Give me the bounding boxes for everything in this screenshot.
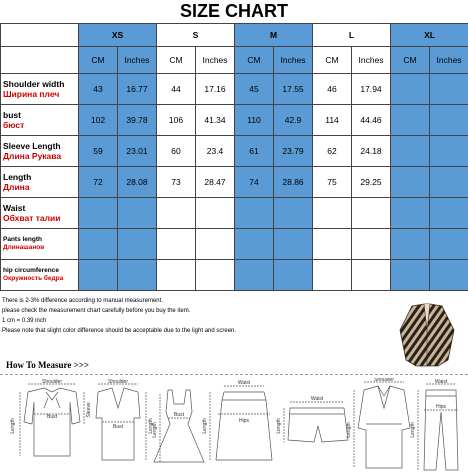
table-row — [1, 74, 468, 105]
jacket-photo — [392, 300, 462, 370]
table-cell — [391, 74, 430, 105]
table-cell — [235, 260, 274, 291]
unit-header: Inches — [352, 47, 391, 74]
table-cell — [196, 198, 235, 229]
length-label: Length — [148, 418, 154, 434]
table-cell: 29.25 — [352, 167, 391, 198]
table-cell: 23.4 — [196, 136, 235, 167]
row-label — [1, 105, 79, 136]
waist-label: Waist — [434, 379, 448, 385]
table-cell: 23.79 — [274, 136, 313, 167]
coat-figure-icon — [354, 382, 410, 468]
dress-figure-icon — [154, 390, 204, 462]
size-header: S — [157, 24, 235, 47]
unit-header: Inches — [274, 47, 313, 74]
length-label: Length — [10, 418, 16, 434]
table-cell: 17.16 — [196, 74, 235, 105]
table-cell: 74 — [235, 167, 274, 198]
measurement-notes — [2, 296, 392, 336]
table-cell — [391, 260, 430, 291]
pants-figure-icon — [418, 384, 458, 470]
table-cell — [118, 229, 157, 260]
table-cell: 46 — [313, 74, 352, 105]
row-label-ru: Обхват талии — [3, 213, 61, 223]
shorts-figure-icon — [284, 402, 348, 442]
row-label — [1, 260, 79, 291]
table-cell — [157, 198, 196, 229]
table-cell — [79, 198, 118, 229]
shoulder-label: Shoulder — [373, 378, 395, 383]
unit-header: CM — [235, 47, 274, 74]
table-cell — [313, 260, 352, 291]
unit-header: Inches — [196, 47, 235, 74]
size-header: XL — [391, 24, 468, 47]
row-label-ru: Длина — [3, 182, 30, 192]
length-label: Length — [202, 418, 208, 434]
table-cell — [430, 260, 468, 291]
table-cell: 16.77 — [118, 74, 157, 105]
table-cell — [391, 167, 430, 198]
corner-cell — [1, 24, 79, 47]
table-cell: 28.86 — [274, 167, 313, 198]
row-label — [1, 198, 79, 229]
table-cell — [313, 198, 352, 229]
row-label — [1, 74, 79, 105]
table-cell — [196, 260, 235, 291]
table-cell: 110 — [235, 105, 274, 136]
table-row — [1, 167, 468, 198]
table-row — [1, 105, 468, 136]
table-cell: 44.46 — [352, 105, 391, 136]
bust-label: Bust — [173, 412, 185, 418]
table-cell: 73 — [157, 167, 196, 198]
size-header: XS — [79, 24, 157, 47]
row-label-en: Length — [3, 172, 32, 182]
shoulder-label: Shoulder — [41, 379, 63, 385]
table-cell: 72 — [79, 167, 118, 198]
table-cell — [391, 105, 430, 136]
unit-header: CM — [157, 47, 196, 74]
table-cell — [430, 74, 468, 105]
page-title: SIZE CHART — [180, 1, 288, 21]
table-cell: 114 — [313, 105, 352, 136]
unit-header: CM — [313, 47, 352, 74]
row-label-ru: Длина Рукава — [3, 151, 62, 161]
waist-label: Waist — [237, 380, 251, 386]
table-cell: 45 — [235, 74, 274, 105]
length-label: Length — [276, 418, 282, 434]
length-label: Length — [346, 422, 352, 438]
note-line: There is 2-3% difference according to manual measurement. — [2, 298, 163, 304]
top-figure-icon — [96, 384, 146, 460]
how-to-measure-heading: How To Measure >>> — [6, 360, 89, 370]
table-row — [1, 198, 468, 229]
table-cell — [79, 229, 118, 260]
table-row — [1, 260, 468, 291]
table-cell — [430, 229, 468, 260]
bust-label: Bust — [112, 424, 124, 430]
sleeve-label: Sleeve — [86, 402, 92, 418]
table-cell: 42.9 — [274, 105, 313, 136]
row-label-en: Pants length — [3, 236, 43, 243]
row-label-en: Shoulder width — [3, 79, 65, 89]
table-cell: 24.18 — [352, 136, 391, 167]
hips-label: Hips — [435, 404, 447, 410]
measure-figures — [0, 378, 468, 475]
table-cell: 41.34 — [196, 105, 235, 136]
table-cell — [118, 260, 157, 291]
row-label-ru: Ширина плеч — [3, 89, 60, 99]
length-label: Length — [152, 422, 158, 438]
table-cell — [235, 198, 274, 229]
table-cell — [274, 229, 313, 260]
table-cell: 23.01 — [118, 136, 157, 167]
table-cell — [235, 229, 274, 260]
row-label-ru: бюст — [3, 120, 25, 130]
divider — [0, 374, 468, 375]
table-cell: 62 — [313, 136, 352, 167]
corner-cell — [1, 47, 79, 74]
table-cell — [274, 260, 313, 291]
table-cell: 39.78 — [118, 105, 157, 136]
table-cell — [352, 198, 391, 229]
waist-label: Waist — [310, 396, 324, 402]
table-cell: 60 — [157, 136, 196, 167]
size-chart-table — [0, 23, 468, 291]
row-label-ru: Окружность бедра — [3, 275, 64, 282]
blouse-figure-icon — [20, 384, 84, 456]
table-cell — [430, 198, 468, 229]
table-cell: 28.47 — [196, 167, 235, 198]
note-line: please check the measurement chart carefully before you buy the item. — [2, 308, 191, 314]
table-cell: 43 — [79, 74, 118, 105]
length-label: Length — [410, 422, 416, 438]
row-label-ru: Длинашанов — [3, 244, 45, 251]
unit-header: CM — [79, 47, 118, 74]
unit-header: Inches — [118, 47, 157, 74]
table-cell: 106 — [157, 105, 196, 136]
hips-label: Hips — [238, 418, 250, 424]
shoulder-label: Shoulder — [107, 379, 129, 385]
table-cell — [430, 167, 468, 198]
note-line: 1 cm = 0.39 inch — [2, 318, 47, 324]
table-cell — [274, 198, 313, 229]
unit-header: CM — [391, 47, 430, 74]
table-cell — [79, 260, 118, 291]
note-line: Please note that slight color difference should be acceptable due to the light and screen. — [2, 328, 237, 334]
table-cell: 75 — [313, 167, 352, 198]
table-cell — [118, 198, 157, 229]
row-label — [1, 136, 79, 167]
table-cell: 61 — [235, 136, 274, 167]
row-label-en: Waist — [3, 203, 26, 213]
table-cell — [157, 260, 196, 291]
table-cell: 59 — [79, 136, 118, 167]
table-row — [1, 136, 468, 167]
table-cell — [196, 229, 235, 260]
row-label-en: hip circumference — [3, 267, 59, 274]
size-header: M — [235, 24, 313, 47]
table-cell — [391, 229, 430, 260]
table-cell: 102 — [79, 105, 118, 136]
table-cell: 17.94 — [352, 74, 391, 105]
table-cell — [352, 260, 391, 291]
row-label — [1, 167, 79, 198]
table-cell: 28.08 — [118, 167, 157, 198]
table-cell — [430, 136, 468, 167]
row-label-en: bust — [3, 110, 21, 120]
table-cell — [157, 229, 196, 260]
row-label — [1, 229, 79, 260]
table-cell: 17.55 — [274, 74, 313, 105]
row-label-en: Sleeve Length — [3, 141, 61, 151]
size-header: L — [313, 24, 391, 47]
table-cell — [391, 198, 430, 229]
table-cell: 44 — [157, 74, 196, 105]
unit-header: Inches — [430, 47, 468, 74]
table-cell — [313, 229, 352, 260]
table-cell — [391, 136, 430, 167]
table-row — [1, 229, 468, 260]
table-cell — [430, 105, 468, 136]
bust-label: Bust — [46, 414, 58, 420]
table-cell — [352, 229, 391, 260]
